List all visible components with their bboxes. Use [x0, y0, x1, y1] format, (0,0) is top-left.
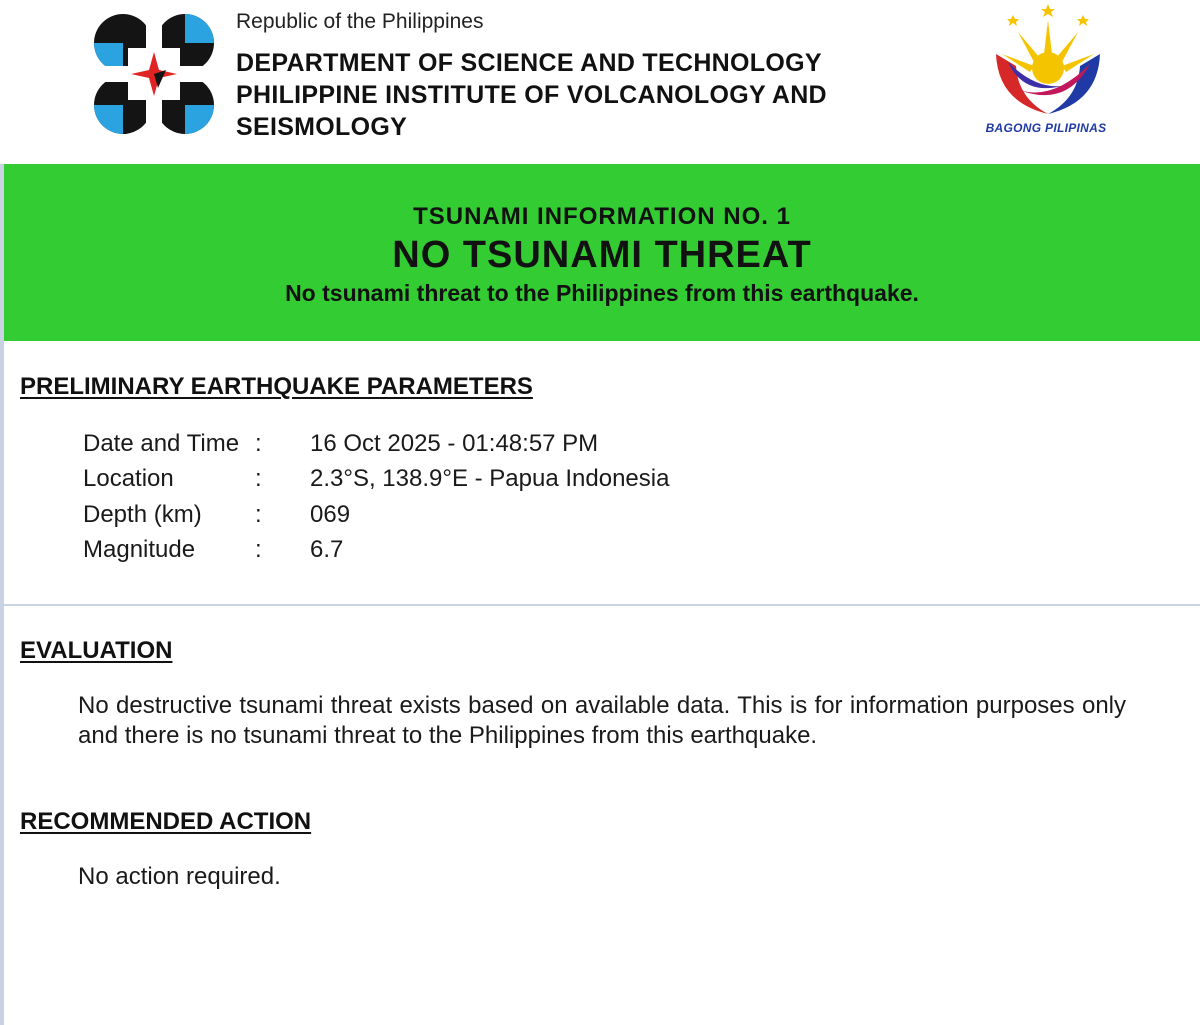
threat-status: NO TSUNAMI THREAT	[392, 234, 812, 276]
recommended-action-text: No action required.	[78, 863, 281, 890]
parameter-separator: :	[255, 430, 262, 457]
document-header	[0, 0, 1200, 164]
bulletin-number: TSUNAMI INFORMATION NO. 1	[413, 203, 791, 230]
parameter-label: Magnitude	[83, 535, 196, 563]
evaluation-text: No destructive tsunami threat exists based on available data. This is for information purposes only and there is no tsunami threat to the Philippines from this earthquake.	[78, 692, 1126, 749]
parameter-separator: :	[255, 535, 262, 563]
parameter-label: Depth (km)	[83, 500, 202, 528]
evaluation-heading: EVALUATION	[20, 637, 173, 664]
parameter-value: 069	[310, 500, 351, 528]
threat-subtitle: No tsunami threat to the Philippines from this earthquake.	[285, 280, 919, 306]
section-divider	[4, 604, 1200, 606]
parameter-separator: :	[255, 465, 262, 493]
parameters-heading: PRELIMINARY EARTHQUAKE PARAMETERS	[20, 373, 533, 400]
parameter-value: 6.7	[310, 535, 344, 563]
agency-name-line-1: DEPARTMENT OF SCIENCE AND TECHNOLOGY	[236, 49, 822, 77]
bagong-pilipinas-logo-icon	[978, 2, 1118, 124]
recommended-action-heading: RECOMMENDED ACTION	[20, 808, 312, 835]
agency-name-line-3: SEISMOLOGY	[236, 113, 408, 141]
parameter-separator: :	[255, 500, 262, 528]
threat-status-banner	[4, 164, 1200, 341]
agency-name	[236, 47, 827, 143]
agency-name-line-2: PHILIPPINE INSTITUTE OF VOLCANOLOGY AND	[236, 81, 827, 109]
parameter-value: 2.3°S, 138.9°E - Papua Indonesia	[310, 465, 670, 493]
parameter-value: 16 Oct 2025 - 01:48:57 PM	[310, 430, 599, 457]
parameter-label: Location	[83, 465, 174, 493]
republic-label: Republic of the Philippines	[236, 10, 484, 33]
dost-logo-icon	[92, 12, 216, 136]
bagong-pilipinas-label: BAGONG PILIPINAS	[985, 121, 1107, 135]
parameter-label: Date and Time	[83, 430, 240, 457]
